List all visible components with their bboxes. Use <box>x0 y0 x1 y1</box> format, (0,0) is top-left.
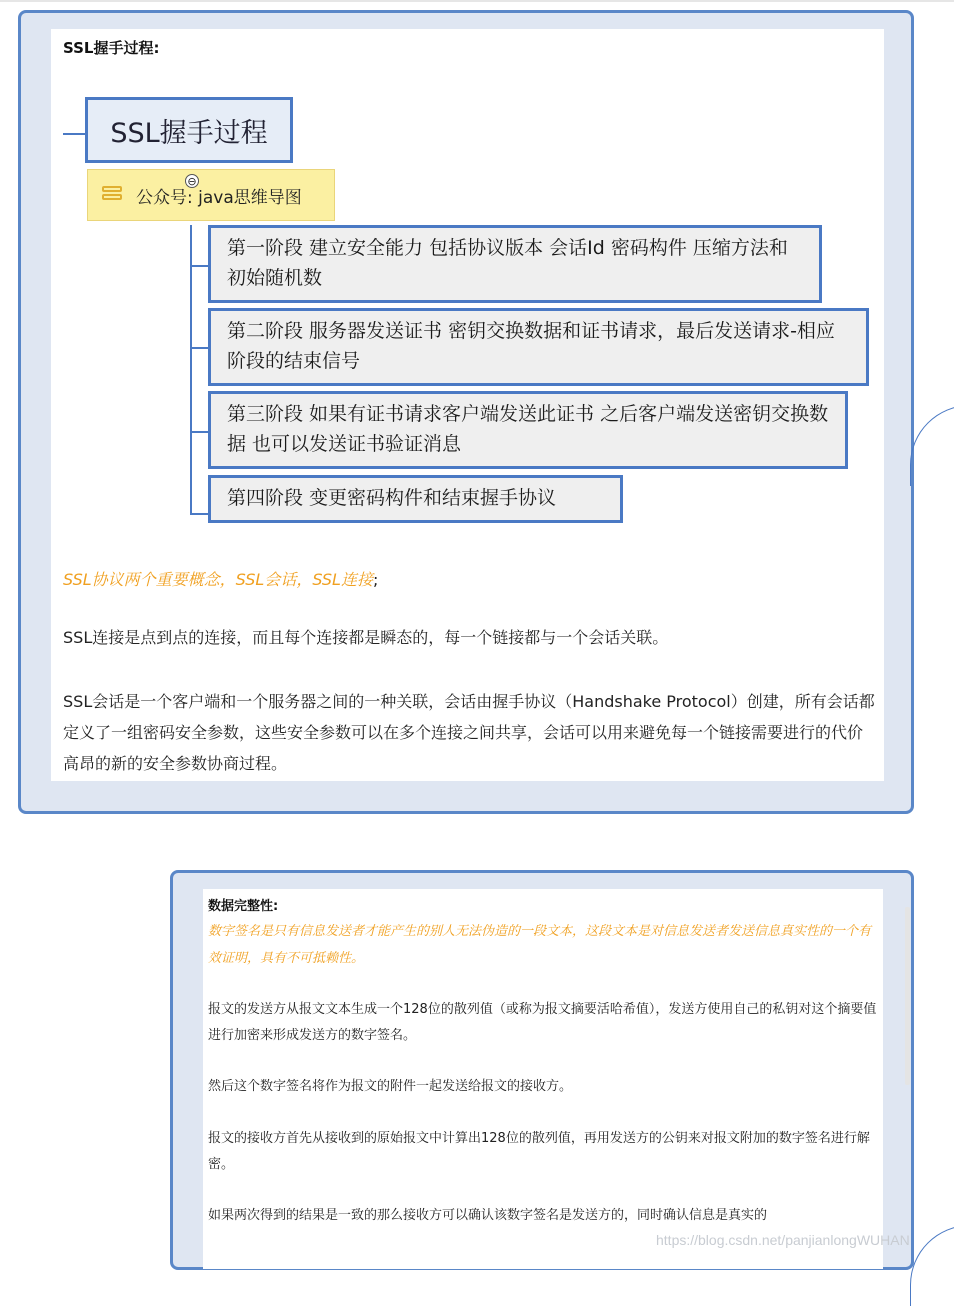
mindmap-stage-1[interactable]: 第一阶段 建立安全能力 包括协议版本 会话Id 密码构件 压缩方法和初始随机数 <box>208 225 822 303</box>
mindmap-root-node[interactable]: SSL握手过程 <box>85 97 293 163</box>
scrollbar[interactable] <box>905 907 910 1085</box>
mindmap-stage-2[interactable]: 第二阶段 服务器发送证书 密钥交换数据和证书请求，最后发送请求-相应阶段的结束信号 <box>208 308 869 386</box>
ssl-session-paragraph: SSL会话是一个客户端和一个服务器之间的一种关联，会话由握手协议（Handshake Protocol）创建，所有会话都定义了一组密码安全参数，这些安全参数可以在多个连接之间共享，会话可以用来避免每一个链接需要进行的代价高昂的新的安全参数协商过程。 <box>63 692 875 773</box>
note-icon <box>102 186 122 204</box>
note-text: 公众号: java思维导图 <box>136 187 302 208</box>
connector-curve <box>910 405 954 486</box>
section-title: SSL握手过程: <box>63 39 160 57</box>
integrity-paragraph-3: 报文的接收方首先从接收到的原始报文中计算出128位的散列值，再用发送方的公钥来对报文附加的数字签名进行解密。 <box>208 1131 870 1172</box>
connector-curve <box>910 1225 954 1306</box>
watermark: https://blog.csdn.net/panjianlongWUHAN <box>656 1232 910 1248</box>
top-divider <box>0 0 954 2</box>
mindmap-stage-4[interactable]: 第四阶段 变更密码构件和结束握手协议 <box>208 475 623 523</box>
data-integrity-card <box>170 870 914 1270</box>
ssl-connection-paragraph: SSL连接是点到点的连接，而且每个连接都是瞬态的，每一个链接都与一个会话关联。 <box>63 628 669 647</box>
ssl-handshake-card <box>18 10 914 814</box>
key-concepts-highlight: SSL协议两个重要概念，SSL会话，SSL连接; <box>63 570 379 589</box>
integrity-paragraph-4: 如果两次得到的结果是一致的那么接收方可以确认该数字签名是发送方的，同时确认信息是真实的 <box>208 1208 768 1223</box>
branch-connector <box>190 513 208 515</box>
section-title: 数据完整性: <box>208 899 279 914</box>
signature-highlight: 数字签名是只有信息发送者才能产生的别人无法伪造的一段文本，这段文本是对信息发送者发送信息真实性的一个有效证明，具有不可抵赖性。 <box>208 924 872 966</box>
integrity-paragraph-1: 报文的发送方从报文文本生成一个128位的散列值（或称为报文摘要活哈希值），发送方使用自己的私钥对这个摘要值进行加密来形成发送方的数字签名。 <box>208 1002 877 1043</box>
branch-connector <box>190 347 208 349</box>
mindmap-note <box>87 169 335 221</box>
branch-connector <box>190 265 208 267</box>
mindmap-stage-3[interactable]: 第三阶段 如果有证书请求客户端发送此证书 之后客户端发送密钥交换数据 也可以发送证书验证消息 <box>208 391 848 469</box>
collapse-icon[interactable]: ⊖ <box>185 174 199 188</box>
mindmap-branch-line <box>190 225 192 513</box>
mindmap-connector <box>63 133 85 135</box>
branch-connector <box>190 431 208 433</box>
integrity-paragraph-2: 然后这个数字签名将作为报文的附件一起发送给报文的接收方。 <box>208 1079 573 1094</box>
ssl-handshake-content <box>51 29 884 781</box>
data-integrity-content <box>203 889 883 1269</box>
